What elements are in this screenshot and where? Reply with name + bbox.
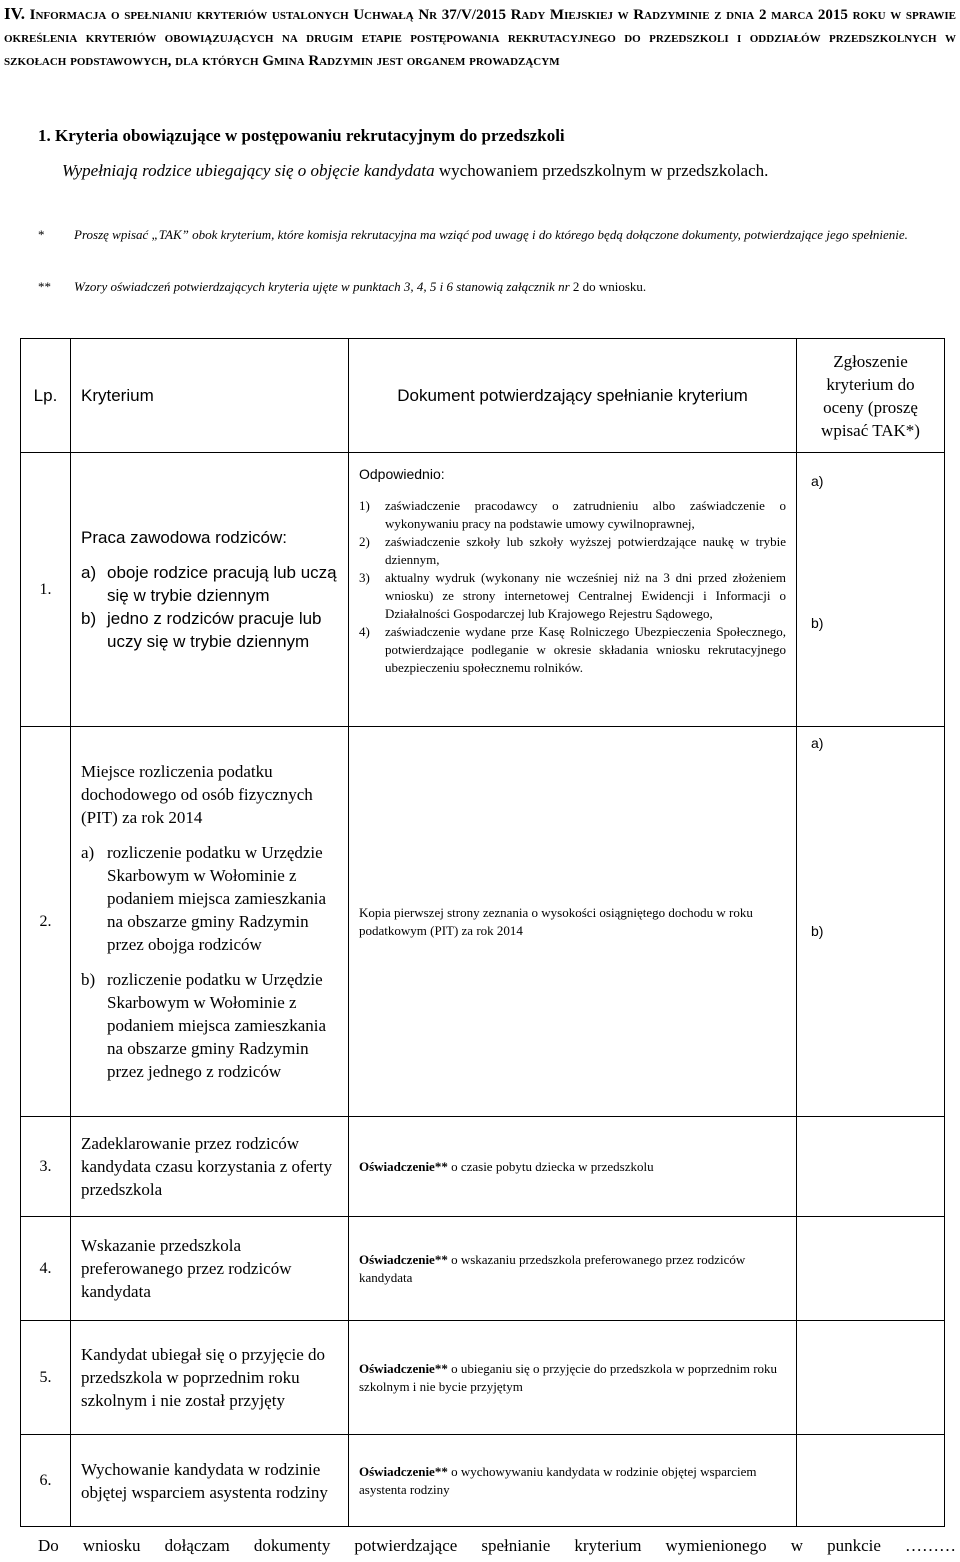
document-item xyxy=(359,533,786,569)
table-row xyxy=(21,1321,945,1435)
row-number: 3. xyxy=(21,1117,71,1217)
table-header-row xyxy=(21,339,945,453)
document-cell xyxy=(349,1217,797,1321)
document-item xyxy=(359,497,786,533)
row-number: 5. xyxy=(21,1321,71,1435)
section-subtitle-rest: wychowaniem przedszkolnym w przedszkolach. xyxy=(434,161,769,180)
report-cell[interactable] xyxy=(797,453,945,727)
option-text: rozliczenie podatku w Urzędzie Skarbowym w Wołominie z podaniem miejsca zamieszkania na obszarze gminy Radzymin przez jednego z rodziców xyxy=(107,970,327,1081)
slot-b-label: b) xyxy=(811,615,824,631)
header-lp: Lp. xyxy=(21,339,71,453)
criterion-option xyxy=(81,968,340,1083)
statement-label: Oświadczenie** xyxy=(359,1158,448,1174)
document-heading xyxy=(4,2,956,73)
statement-text: o wychowywaniu kandydata w rodzinie objętej wsparciem asystenta rodziny xyxy=(359,1463,757,1497)
statement-label: Oświadczenie** xyxy=(359,1251,448,1267)
statement-text: o wskazaniu przedszkola preferowanego przez rodziców kandydata xyxy=(359,1251,746,1285)
row-number: 4. xyxy=(21,1217,71,1321)
criterion-cell xyxy=(71,727,349,1117)
header-criterion: Kryterium xyxy=(71,339,349,453)
slot-b-label: b) xyxy=(811,923,824,939)
option-letter: b) xyxy=(81,609,97,628)
note-text-italic: Wzory oświadczeń potwierdzających kryteria ujęte w punktach 3, 4, 5 i 6 stanowią załącznik nr xyxy=(74,279,570,294)
document-cell xyxy=(349,1321,797,1435)
option-letter: b) xyxy=(81,970,96,989)
header-report: Zgłoszenie kryterium do oceny (proszę wpisać TAK*) xyxy=(797,339,945,453)
document-item xyxy=(359,623,786,677)
section-title: 1. Kryteria obowiązujące w postępowaniu rekrutacyjnym do przedszkoli xyxy=(38,126,565,145)
note-mark: * xyxy=(38,227,45,242)
statement-label: Oświadczenie** xyxy=(359,1463,448,1479)
criterion-options xyxy=(81,561,340,653)
report-cell[interactable] xyxy=(797,1117,945,1217)
report-cell[interactable] xyxy=(797,1217,945,1321)
document-cell xyxy=(349,1435,797,1527)
report-cell[interactable] xyxy=(797,1321,945,1435)
table-row xyxy=(21,1117,945,1217)
section-subtitle-italic: Wypełniają rodzice ubiegający się o objęcie kandydata xyxy=(62,161,435,180)
criterion-option xyxy=(81,561,340,607)
criterion-cell xyxy=(71,453,349,727)
criterion-option xyxy=(81,607,340,653)
item-number: 2) xyxy=(359,534,370,549)
criteria-table xyxy=(20,338,945,1527)
table-row xyxy=(21,727,945,1117)
criterion-option xyxy=(81,841,340,956)
item-text: zaświadczenie pracodawcy o zatrudnieniu albo zaświadczenie o wykonywaniu pracy na podstawie umowy cywilnoprawnej, xyxy=(385,498,786,531)
option-text: oboje rodzice pracują lub uczą się w trybie dziennym xyxy=(107,563,337,605)
heading-number: IV. xyxy=(4,4,25,23)
row-number: 1. xyxy=(21,453,71,727)
attachment-statement: Do wniosku dołączam dokumenty potwierdzające spełnianie kryterium wymienionego w punkcie ……… xyxy=(38,1536,956,1555)
item-text: zaświadczenie wydane prze Kasę Rolniczego Ubezpieczenia Społecznego, potwierdzające podleganie w okresie składania wniosku rekrutacyjnego ubezpieczeniu społecznemu rolników. xyxy=(385,624,786,675)
item-number: 1) xyxy=(359,498,370,513)
option-letter: a) xyxy=(81,563,97,582)
note-text-rest: 2 do wniosku. xyxy=(569,279,647,294)
statement-text: o ubieganiu się o przyjęcie do przedszkola w poprzednim roku szkolnym i nie bycie przyjętym xyxy=(359,1360,778,1394)
item-text: aktualny wydruk (wykonany nie wcześniej niż na 3 dni przed złożeniem wniosku) ze strony internetowej Centralnej Ewidencji i Informacji o Działalności Gospodarczej lub Krajowego Rejestru Sądowego, xyxy=(385,570,786,621)
option-text: jedno z rodziców pracuje lub uczy się w trybie dziennym xyxy=(107,609,322,651)
note-text xyxy=(74,278,956,296)
document-item xyxy=(359,569,786,623)
option-text: rozliczenie podatku w Urzędzie Skarbowym w Wołominie z podaniem miejsca zamieszkania na obszarze gminy Radzymin przez obojga rodziców xyxy=(107,843,327,954)
header-document: Dokument potwierdzający spełnianie kryterium xyxy=(349,339,797,453)
row-number: 2. xyxy=(21,727,71,1117)
criterion-cell: Wskazanie przedszkola preferowanego przez rodziców kandydata xyxy=(71,1217,349,1321)
document-cell: Kopia pierwszej strony zeznania o wysokości osiągniętego dochodu w roku podatkowym (PIT) za rok 2014 xyxy=(349,727,797,1117)
report-cell[interactable] xyxy=(797,1435,945,1527)
heading-text: Informacja o spełnianiu kryteriów ustalonych Uchwałą Nr 37/V/2015 Rady Miejskiej w Radzyminie z dnia 2 marca 2015 roku w sprawie określenia kryteriów obowiązujących na drugim etapie postępowania rekrutacyjnego do przedszkoli i oddziałów przedszkolnych w szkołach podstawowych, dla których Gmina Radzymin jest organem prowadzącym xyxy=(4,7,957,69)
criterion-title: Miejsce rozliczenia podatku dochodowego od osób fizycznych (PIT) za rok 2014 xyxy=(81,762,313,827)
document-list xyxy=(359,497,786,677)
slot-a-label: a) xyxy=(811,473,824,489)
document-cell xyxy=(349,1117,797,1217)
item-number: 4) xyxy=(359,624,370,639)
statement-text: o czasie pobytu dziecka w przedszkolu xyxy=(447,1158,654,1174)
table-row xyxy=(21,453,945,727)
document-cell xyxy=(349,453,797,727)
section-subtitle xyxy=(62,161,768,181)
criterion-cell: Kandydat ubiegał się o przyjęcie do przedszkola w poprzednim roku szkolnym i nie został przyjęty xyxy=(71,1321,349,1435)
criterion-cell: Wychowanie kandydata w rodzinie objętej wsparciem asystenta rodziny xyxy=(71,1435,349,1527)
criterion-cell: Zadeklarowanie przez rodziców kandydata czasu korzystania z oferty przedszkola xyxy=(71,1117,349,1217)
item-text: zaświadczenie szkoły lub szkoły wyższej potwierdzające naukę w trybie dziennym, xyxy=(385,534,786,567)
note-mark: ** xyxy=(38,279,51,294)
option-letter: a) xyxy=(81,843,95,862)
table-row xyxy=(21,1435,945,1527)
criterion-title: Praca zawodowa rodziców: xyxy=(81,528,287,547)
note-text: Proszę wpisać „TAK” obok kryterium, które komisja rekrutacyjna ma wziąć pod uwagę i do którego będą dołączone dokumenty, potwierdzające jego spełnienie. xyxy=(74,227,908,242)
document-head: Odpowiednio: xyxy=(359,466,445,482)
table-row xyxy=(21,1217,945,1321)
report-cell[interactable] xyxy=(797,727,945,1117)
row-number: 6. xyxy=(21,1435,71,1527)
slot-a-label: a) xyxy=(811,735,824,751)
statement-label: Oświadczenie** xyxy=(359,1360,448,1376)
item-number: 3) xyxy=(359,570,370,585)
